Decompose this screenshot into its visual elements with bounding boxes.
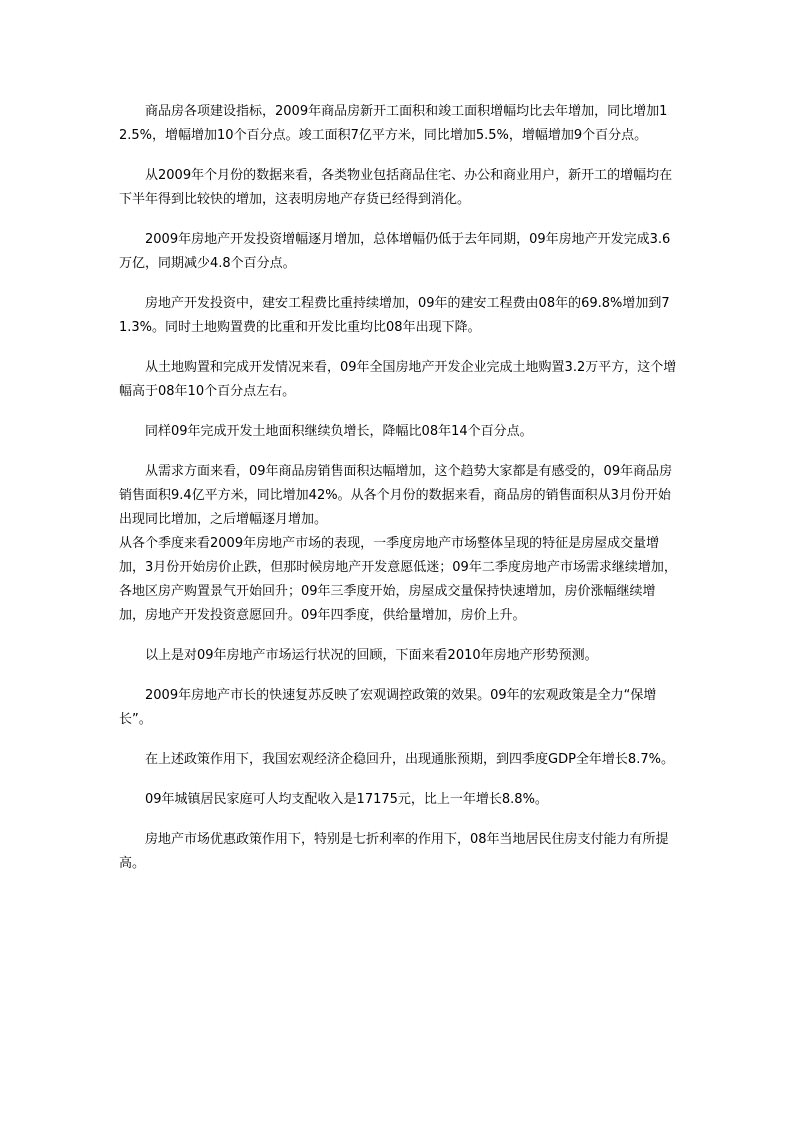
paragraph-investment-growth: 2009年房地产开发投资增幅逐月增加，总体增幅仍低于去年同期，09年房地产开发完成3.6万亿，同期减少4.8个百分点。 (119, 232, 671, 271)
paragraph-affordability: 房地产市场优惠政策作用下，特别是七折利率的作用下，08年当地居民住房支付能力有所提高。 (119, 832, 669, 871)
document-body (119, 100, 679, 892)
paragraph-income: 09年城镇居民家庭可人均支配收入是17175元，比上一年增长8.8%。 (145, 792, 548, 807)
paragraph-construction-cost: 房地产开发投资中，建安工程费比重持续增加，09年的建安工程费由08年的69.8%增加到71.3%。同时土地购置费的比重和开发比重均比08年出现下降。 (119, 296, 670, 335)
paragraph-gdp: 在上述政策作用下，我国宏观经济企稳回升，出现通胀预期，到四季度GDP全年增长8.7%。 (145, 752, 674, 767)
paragraph-monthly-data: 从2009年个月份的数据来看，各类物业包括商品住宅、办公和商业用户，新开工的增幅均在下半年得到比较快的增加，这表明房地产存货已经得到消化。 (119, 168, 673, 207)
paragraph-new-construction: 商品房各项建设指标，2009年商品房新开工面积和竣工面积增幅均比去年增加，同比增加12.5%，增幅增加10个百分点。竣工面积7亿平方米，同比增加5.5%，增幅增加9个百分点。 (119, 104, 668, 143)
paragraph-land-purchase: 从土地购置和完成开发情况来看，09年全国房地产开发企业完成土地购置3.2万平方，这个增幅高于08年10个百分点左右。 (119, 360, 677, 399)
paragraph-recovery: 2009年房地产市长的快速复苏反映了宏观调控政策的效果。09年的宏观政策是全力“保增长”。 (119, 688, 657, 727)
paragraph-quarterly: 从各个季度来看2009年房地产市场的表现，一季度房地产市场整体呈现的特征是房屋成交量增加，3月份开始房价止跌，但那时候房地产开发意愿低迷；09年二季度房地产市场需求继续增加，各地区房产购置景气开始回升；09年三季度开始，房屋成交量保持快速增加，房价涨幅继续增加，房地产开发投资意愿回升。09年四季度，供给量增加，房价上升。 (119, 536, 677, 623)
paragraph-demand: 从需求方面来看，09年商品房销售面积达幅增加，这个趋势大家都是有感受的，09年商品房销售面积9.4亿平方米，同比增加42%。从各个月份的数据来看，商品房的销售面积从3月份开始出现同比增加，之后增幅逐月增加。 (119, 464, 673, 527)
paragraph-review: 以上是对09年房地产市场运行状况的回顾，下面来看2010年房地产形势预测。 (145, 648, 598, 663)
paragraph-land-development: 同样09年完成开发土地面积继续负增长，降幅比08年14个百分点。 (145, 424, 533, 439)
